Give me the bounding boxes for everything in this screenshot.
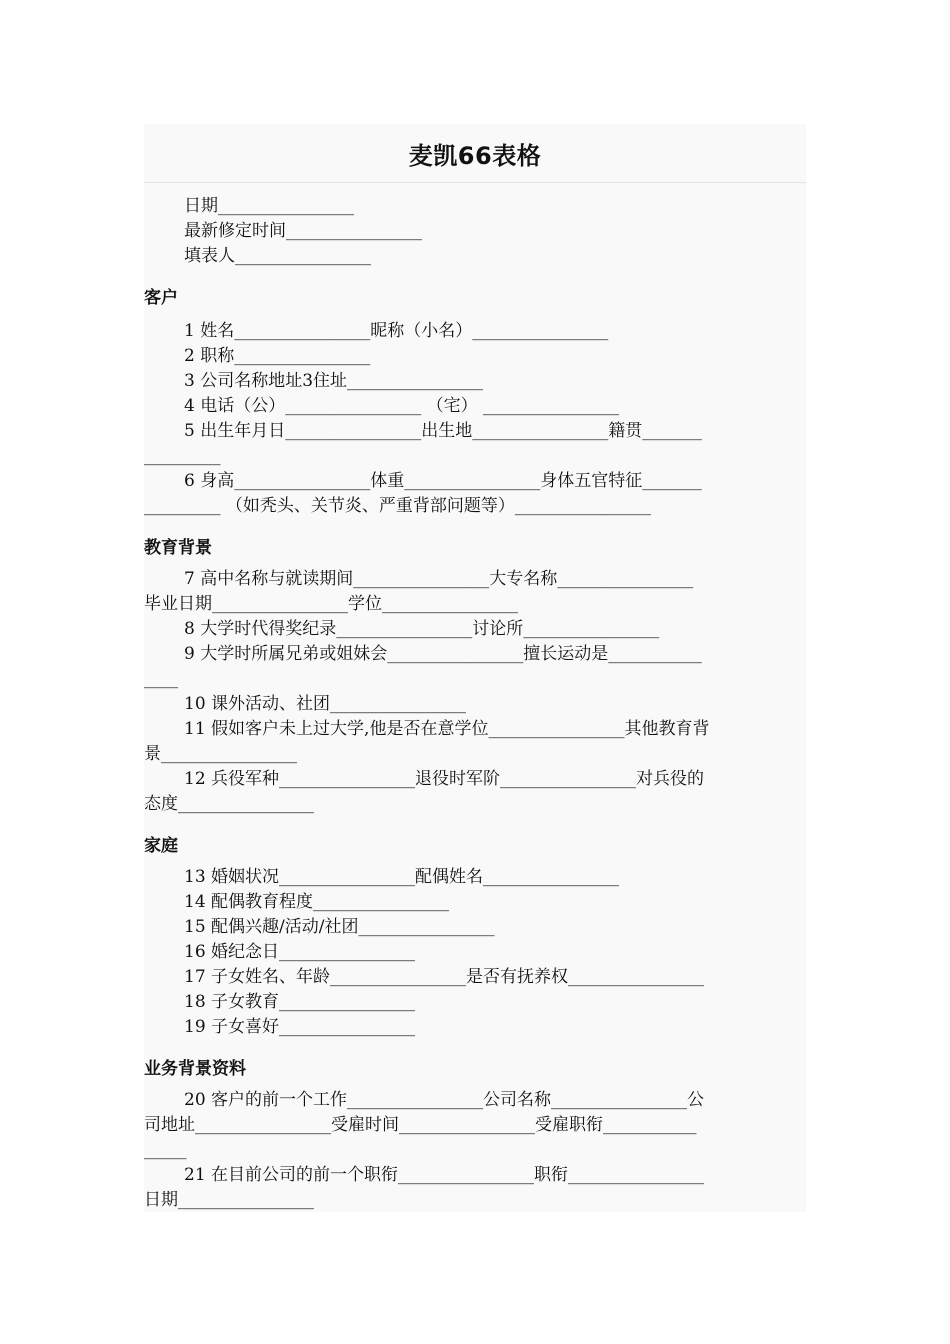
form-line: 3 公司名称地址3住址________________ — [184, 371, 484, 391]
section-heading-education: 教育背景 — [144, 538, 212, 558]
form-line: 10 课外活动、社团________________ — [184, 694, 467, 714]
form-line: 14 配偶教育程度________________ — [184, 892, 450, 912]
section-heading-family: 家庭 — [144, 836, 178, 856]
form-line: 9 大学时所属兄弟或姐妹会________________擅长运动是___________ — [184, 644, 702, 664]
form-line: 21 在目前公司的前一个职衔________________职衔________________ — [184, 1165, 705, 1185]
field-last-revised: 最新修定时间________________ — [184, 221, 422, 241]
form-line: 8 大学时代得奖纪录________________讨论所________________ — [184, 619, 660, 639]
form-line: 19 子女喜好________________ — [184, 1017, 416, 1037]
field-filled-by: 填表人________________ — [184, 246, 371, 266]
section-heading-client: 客户 — [144, 288, 178, 308]
form-line: 20 客户的前一个工作________________公司名称________________公 — [184, 1090, 705, 1110]
document-panel — [144, 124, 806, 1212]
form-line-continuation: _____ — [144, 1140, 187, 1160]
form-line-continuation: 景________________ — [144, 744, 297, 764]
form-line: 18 子女教育________________ — [184, 992, 416, 1012]
form-line: 5 出生年月日________________出生地________________籍贯_______ — [184, 421, 702, 441]
form-line-continuation: 态度________________ — [144, 794, 314, 814]
section-heading-business: 业务背景资料 — [144, 1059, 246, 1079]
form-line: 2 职称________________ — [184, 346, 371, 366]
form-line-continuation: 司地址________________受雇时间________________受雇职衔___________ — [144, 1115, 697, 1135]
form-line: 1 姓名________________昵称（小名）________________ — [184, 321, 609, 341]
form-line-continuation: ____ — [144, 669, 178, 689]
form-line: 11 假如客户未上过大学,他是否在意学位________________其他教育背 — [184, 719, 710, 739]
form-line: 6 身高________________体重________________身体五官特征_______ — [184, 471, 702, 491]
title-bar — [144, 124, 806, 183]
form-line: 12 兵役军种________________退役时军阶________________对兵役的 — [184, 769, 705, 789]
form-line: 13 婚姻状况________________配偶姓名________________ — [184, 867, 620, 887]
form-line-continuation: _________ （如秃头、关节炎、严重背部问题等）________________ — [144, 496, 651, 516]
form-line: 15 配偶兴趣/活动/社团________________ — [184, 917, 495, 937]
form-line-continuation: 毕业日期________________学位________________ — [144, 594, 518, 614]
form-line: 4 电话（公）________________ （宅） ________________ — [184, 396, 620, 416]
form-line-continuation: _________ — [144, 446, 221, 466]
form-line: 16 婚纪念日________________ — [184, 942, 416, 962]
form-line: 17 子女姓名、年龄________________是否有抚养权________________ — [184, 967, 705, 987]
form-line: 7 高中名称与就读期间________________大专名称________________ — [184, 569, 694, 589]
document-title: 麦凯66表格 — [408, 141, 542, 170]
field-date: 日期________________ — [184, 196, 354, 216]
form-line-continuation: 日期________________ — [144, 1190, 314, 1210]
